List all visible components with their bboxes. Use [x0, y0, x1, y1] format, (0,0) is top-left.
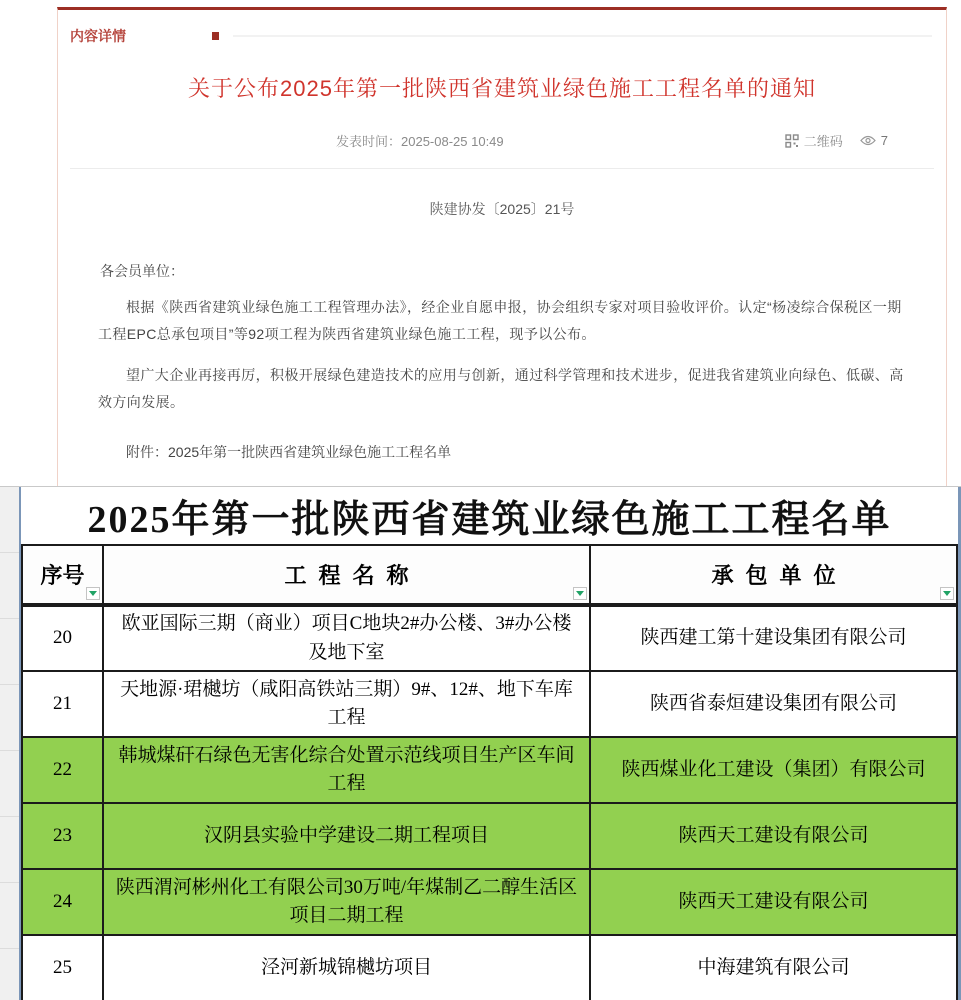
project-table-body — [22, 605, 957, 1000]
table-row — [22, 869, 957, 935]
filter-arrow-icon — [943, 591, 951, 596]
contractor-cell: 陕西天工建设有限公司 — [590, 869, 957, 935]
row-number-cell: 22 — [22, 737, 103, 803]
project-name-cell: 天地源·珺樾坊（咸阳高铁站三期）9#、12#、地下车库工程 — [103, 671, 590, 737]
spreadsheet-screenshot — [0, 486, 961, 1000]
body-paragraph-1: 根据《陕西省建筑业绿色施工工程管理办法》，经企业自愿申报，协会组织专家对项目验收评价。认定“杨凌综合保税区一期工程EPC总承包项目”等92项工程为陕西省建筑业绿色施工工程，现予以公布。 — [98, 299, 902, 343]
contractor-cell: 中海建筑有限公司 — [590, 935, 957, 1000]
table-title: 2025年第一批陕西省建筑业绿色施工工程名单 — [87, 499, 892, 541]
header-contractor-label: 承包单位 — [711, 563, 848, 588]
qrcode-label: 二维码 — [803, 134, 843, 149]
section-divider — [233, 35, 932, 37]
article-meta — [58, 131, 946, 150]
view-counter — [860, 133, 888, 148]
table-row — [22, 671, 957, 737]
project-name-cell: 汉阴县实验中学建设二期工程项目 — [103, 803, 590, 869]
filter-button-no[interactable] — [86, 587, 100, 600]
table-row — [22, 803, 957, 869]
document-number: 陕建协发〔2025〕21号 — [429, 201, 575, 217]
section-label: 内容详情 — [70, 28, 126, 44]
filter-button-contractor[interactable] — [940, 587, 954, 600]
contractor-cell: 陕西省泰烜建设集团有限公司 — [590, 671, 957, 737]
table-row — [22, 605, 957, 671]
row-number-cell: 21 — [22, 671, 103, 737]
project-name-cell: 韩城煤矸石绿色无害化综合处置示范线项目生产区车间工程 — [103, 737, 590, 803]
page-title: 关于公布2025年第一批陕西省建筑业绿色施工工程名单的通知 — [188, 76, 816, 101]
body-paragraph-2: 望广大企业再接再厉，积极开展绿色建造技术的应用与创新，通过科学管理和技术进步，促进我省建筑业向绿色、低碳、高效方向发展。 — [98, 366, 904, 410]
publish-time: 发表时间：2025-08-25 10:49 — [336, 134, 504, 149]
qrcode-icon — [785, 134, 799, 148]
project-name-cell: 泾河新城锦樾坊项目 — [103, 935, 590, 1000]
filter-arrow-icon — [576, 591, 584, 596]
header-no-label: 序号 — [40, 563, 85, 588]
salutation: 各会员单位： — [100, 263, 184, 279]
row-number-cell: 23 — [22, 803, 103, 869]
view-count: 7 — [880, 133, 888, 148]
filter-button-project[interactable] — [573, 587, 587, 600]
contractor-cell: 陕西建工第十建设集团有限公司 — [590, 605, 957, 671]
attachment-line: 附件：2025年第一批陕西省建筑业绿色施工工程名单 — [126, 444, 452, 461]
header-no — [22, 545, 103, 605]
filter-arrow-icon — [89, 591, 97, 596]
row-number-cell: 25 — [22, 935, 103, 1000]
header-contractor — [590, 545, 957, 605]
section-bullet-icon — [212, 32, 219, 40]
header-project-label: 工程名称 — [284, 563, 421, 588]
sheet-left-gutter — [0, 487, 19, 1000]
table-row — [22, 935, 957, 1000]
contractor-cell: 陕西煤业化工建设（集团）有限公司 — [590, 737, 957, 803]
table-row — [22, 737, 957, 803]
row-number-cell: 24 — [22, 869, 103, 935]
project-table — [21, 544, 958, 1000]
header-project — [103, 545, 590, 605]
eye-icon — [860, 135, 876, 146]
row-number-cell: 20 — [22, 605, 103, 671]
meta-divider — [70, 168, 934, 169]
notice-article-panel — [57, 7, 947, 486]
project-name-cell: 陕西渭河彬州化工有限公司30万吨/年煤制乙二醇生活区项目二期工程 — [103, 869, 590, 935]
contractor-cell: 陕西天工建设有限公司 — [590, 803, 957, 869]
section-header — [58, 10, 946, 46]
project-name-cell: 欧亚国际三期（商业）项目C地块2#办公楼、3#办公楼及地下室 — [103, 605, 590, 671]
qrcode-button[interactable] — [785, 131, 843, 150]
table-header-row — [22, 545, 957, 605]
